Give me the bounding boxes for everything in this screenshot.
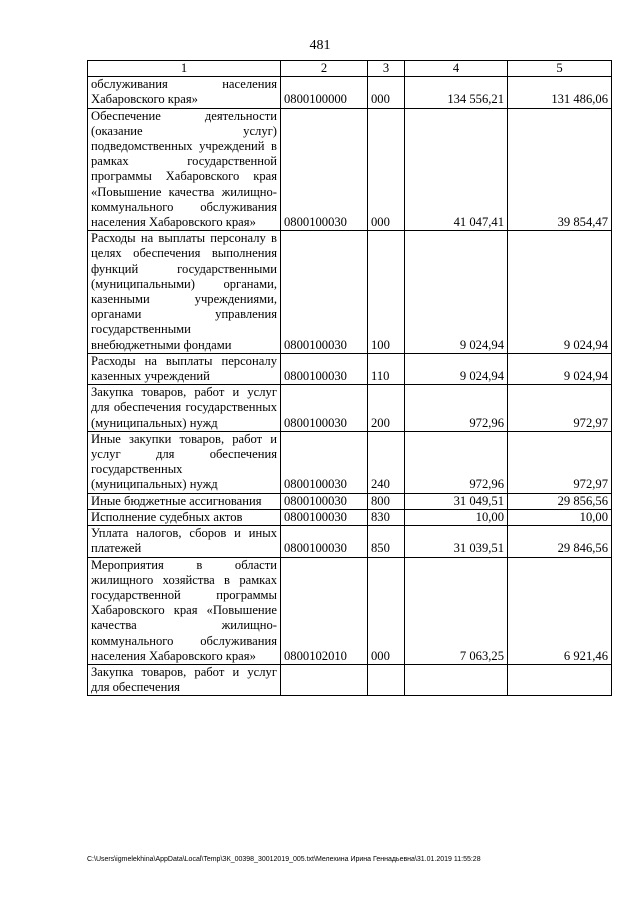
table-row — [88, 385, 612, 432]
row-name: обслуживания населения Хабаровского края» — [88, 77, 281, 108]
row-kind: 110 — [368, 353, 405, 384]
row-kind: 000 — [368, 108, 405, 231]
row-name: Обеспечение деятельности (оказание услуг) подведомственных учреждений в рамках государственной программы Хабаровского края «Повышение качества жилищно-коммунального обслуживания населения Хабаровского края» — [88, 108, 281, 231]
table-row — [88, 431, 612, 493]
table-row — [88, 231, 612, 354]
row-kind: 000 — [368, 77, 405, 108]
row-name: Иные закупки товаров, работ и услуг для обеспечения государственных (муниципальных) нужд — [88, 431, 281, 493]
row-code: 0800100030 — [281, 231, 368, 354]
row-name: Расходы на выплаты персоналу в целях обеспечения выполнения функций государственными (муниципальными) органами, казенными учреждениями, органами управления государственными внебюджетными фондами — [88, 231, 281, 354]
row-name: Закупка товаров, работ и услуг для обеспечения государственных (муниципальных) нужд — [88, 385, 281, 432]
row-name: Иные бюджетные ассигнования — [88, 493, 281, 509]
row-value-1: 9 024,94 — [405, 231, 508, 354]
table-row — [88, 493, 612, 509]
row-value-1: 134 556,21 — [405, 77, 508, 108]
row-value-2: 131 486,06 — [508, 77, 612, 108]
budget-table — [87, 60, 612, 696]
table-row — [88, 108, 612, 231]
table-row — [88, 664, 612, 695]
row-value-1: 31 039,51 — [405, 526, 508, 557]
page-number: 481 — [309, 38, 331, 53]
table-row — [88, 526, 612, 557]
row-value-2: 29 846,56 — [508, 526, 612, 557]
row-kind — [368, 664, 405, 695]
row-kind: 100 — [368, 231, 405, 354]
table-header-row — [88, 61, 612, 77]
row-value-1: 10,00 — [405, 509, 508, 525]
file-path-footer: C:\Users\igmelekhina\AppData\Local\Temp\ЗК_00398_30012019_005.txt\Мелехина Ирина Геннадьевна\31.01.2019 11:55:28 — [87, 856, 481, 863]
row-value-1: 972,96 — [405, 385, 508, 432]
row-code: 0800100000 — [281, 77, 368, 108]
row-value-2: 972,97 — [508, 385, 612, 432]
column-header-code: 2 — [281, 61, 368, 77]
row-value-1: 7 063,25 — [405, 557, 508, 664]
table-row — [88, 77, 612, 108]
row-kind: 800 — [368, 493, 405, 509]
row-kind: 850 — [368, 526, 405, 557]
row-name: Исполнение судебных актов — [88, 509, 281, 525]
row-name: Мероприятия в области жилищного хозяйства в рамках государственной программы Хабаровского края «Повышение качества жилищно-коммунального обслуживания населения Хабаровского края» — [88, 557, 281, 664]
row-name: Закупка товаров, работ и услуг для обеспечения — [88, 664, 281, 695]
column-header-name: 1 — [88, 61, 281, 77]
row-kind: 830 — [368, 509, 405, 525]
row-code: 0800100030 — [281, 493, 368, 509]
row-value-2: 39 854,47 — [508, 108, 612, 231]
row-kind: 200 — [368, 385, 405, 432]
row-value-2: 29 856,56 — [508, 493, 612, 509]
row-kind: 240 — [368, 431, 405, 493]
row-value-1: 9 024,94 — [405, 353, 508, 384]
column-header-value-2: 5 — [508, 61, 612, 77]
row-code: 0800100030 — [281, 108, 368, 231]
row-code: 0800102010 — [281, 557, 368, 664]
column-header-kind: 3 — [368, 61, 405, 77]
table-row — [88, 353, 612, 384]
row-value-2: 6 921,46 — [508, 557, 612, 664]
row-value-2: 9 024,94 — [508, 353, 612, 384]
row-value-2: 972,97 — [508, 431, 612, 493]
row-code: 0800100030 — [281, 431, 368, 493]
row-code: 0800100030 — [281, 353, 368, 384]
table-row — [88, 509, 612, 525]
row-kind: 000 — [368, 557, 405, 664]
row-name: Расходы на выплаты персоналу казенных учреждений — [88, 353, 281, 384]
row-value-1: 41 047,41 — [405, 108, 508, 231]
row-value-1: 972,96 — [405, 431, 508, 493]
row-value-2: 9 024,94 — [508, 231, 612, 354]
row-code: 0800100030 — [281, 509, 368, 525]
row-name: Уплата налогов, сборов и иных платежей — [88, 526, 281, 557]
row-code — [281, 664, 368, 695]
row-code: 0800100030 — [281, 385, 368, 432]
column-header-value-1: 4 — [405, 61, 508, 77]
row-value-1: 31 049,51 — [405, 493, 508, 509]
row-value-1 — [405, 664, 508, 695]
table-row — [88, 557, 612, 664]
row-value-2: 10,00 — [508, 509, 612, 525]
row-code: 0800100030 — [281, 526, 368, 557]
row-value-2 — [508, 664, 612, 695]
